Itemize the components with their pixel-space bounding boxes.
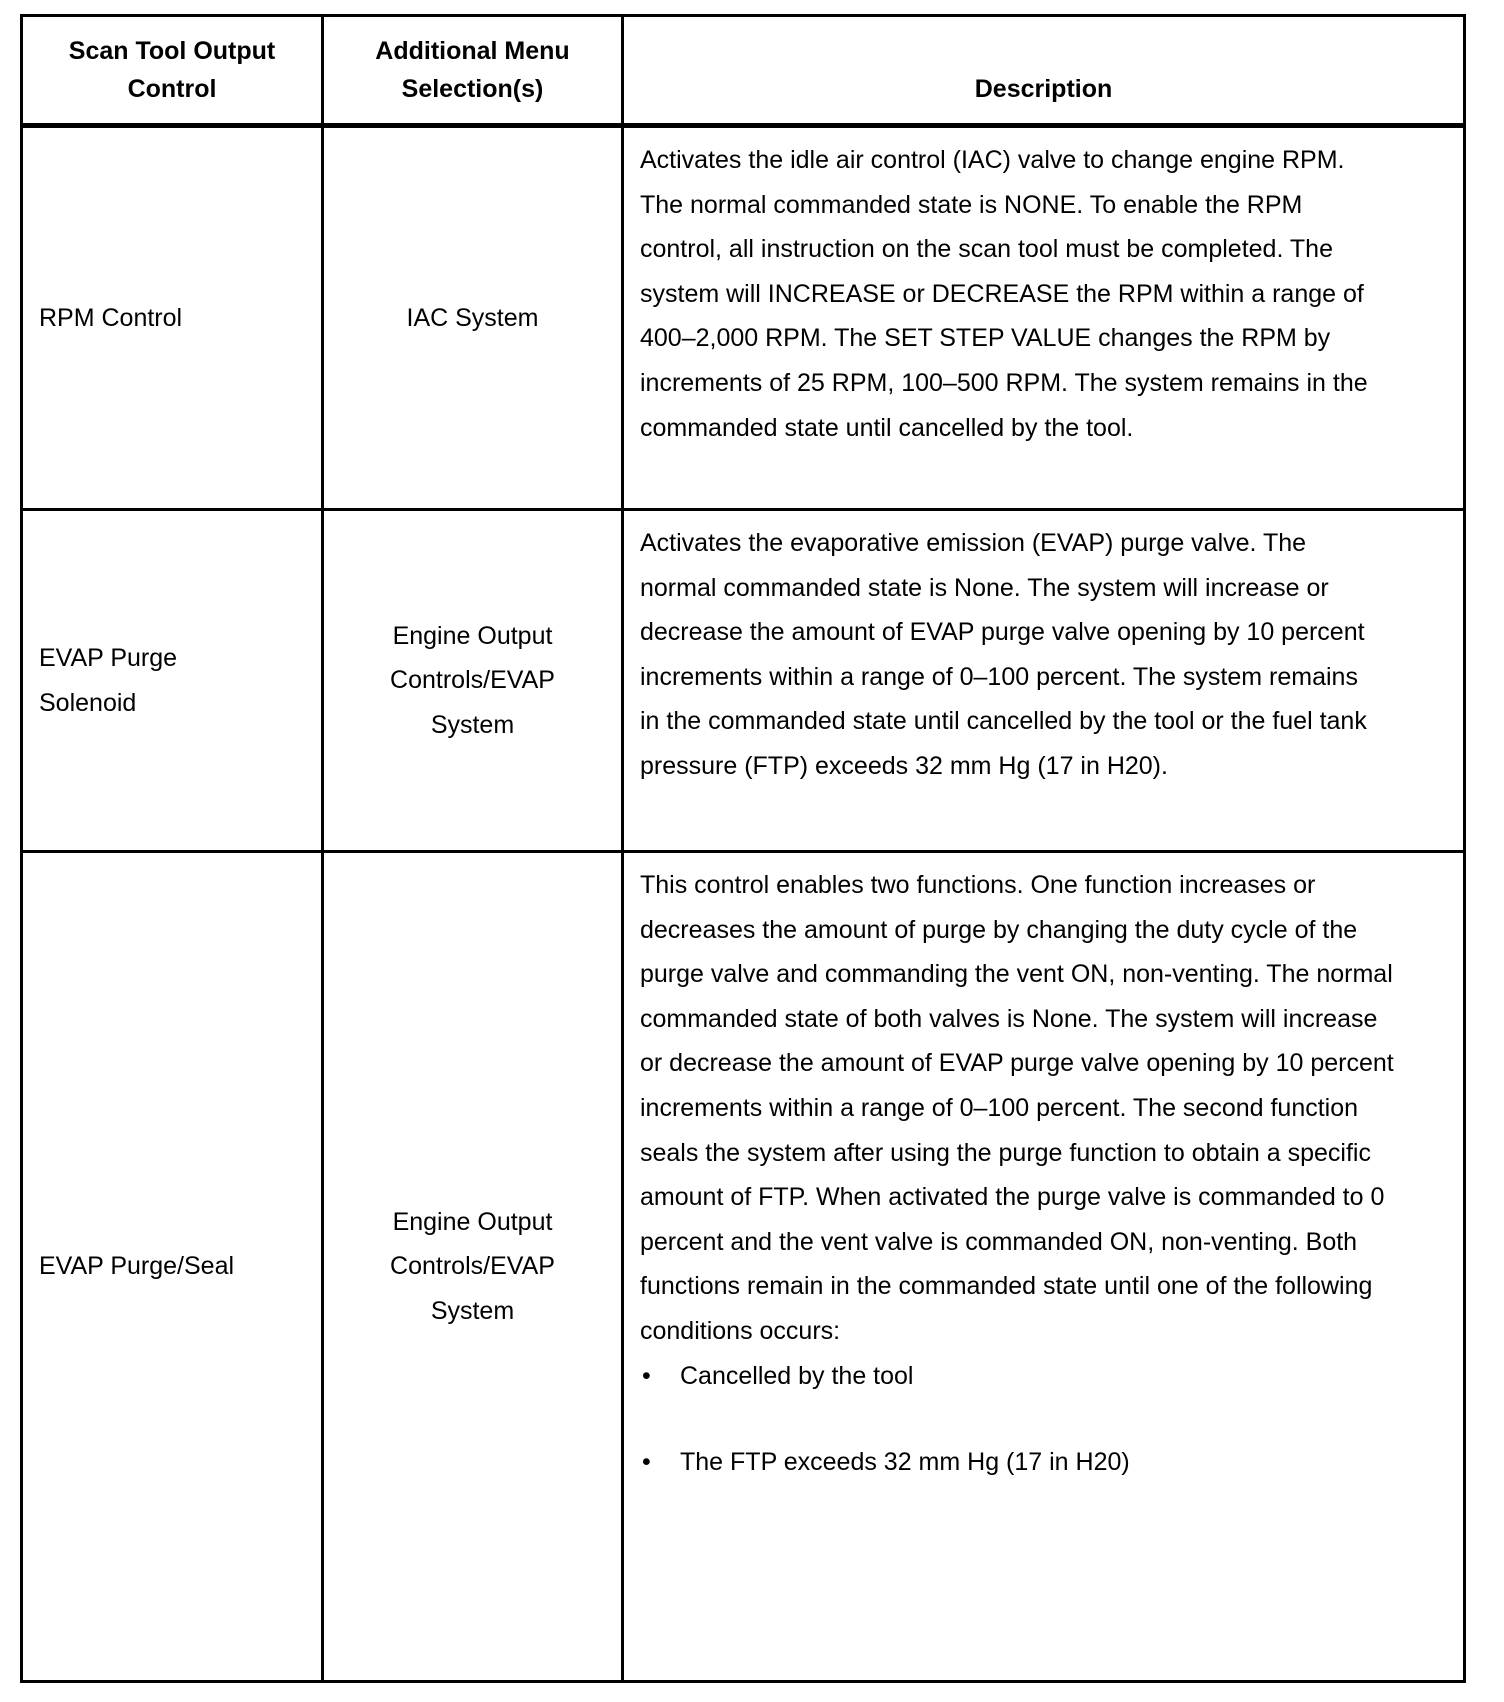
table-cell-menu: Engine Output Controls/EVAP System [390, 1207, 555, 1325]
header-description: Description [974, 75, 1113, 103]
bullet-icon: • [642, 1448, 651, 1477]
table-cell-control: EVAP Purge/Seal [39, 1252, 235, 1281]
header-line: Selection(s) [401, 75, 544, 103]
description-text: This control enables two functions. One function increases or decreases the amount of purge by changing the duty cycle of the purge valve and commanding the vent ON, non-venting. The normal commanded state of both valves is None. The system will increase or decrease the amount of EVAP purge valve opening by 10 percent increments within a range of 0–100 percent. The second function seals the system after using the purge function to obtain a specific amount of FTP. When activated the purge valve is commanded to 0 percent and the vent valve is commanded ON, non-venting. Both functions remain in the commanded state until one of the following conditions occurs: [640, 871, 1394, 1345]
table-cell-description [624, 863, 1404, 1680]
list-item: • The FTP exceeds 32 mm Hg (17 in H20) [640, 1440, 1394, 1485]
list-item: • Cancelled by the tool [640, 1354, 1394, 1399]
table-cell-description: Activates the evaporative emission (EVAP) purge valve. The normal commanded state is None. The system will increase or decrease the amount of EVAP purge valve opening by 10 percent increments within a range of 0–100 percent. The system remains in the commanded state until cancelled by the tool or the fuel tank pressure (FTP) exceeds 32 mm Hg (17 in H20). [640, 529, 1367, 780]
row-divider [23, 508, 1463, 511]
header-additional-menu-selections [324, 17, 621, 123]
table-cell-menu: IAC System [406, 303, 539, 332]
header-scan-tool-output-control [23, 17, 321, 123]
table-cell-control: RPM Control [39, 303, 183, 332]
header-line: Scan Tool Output [68, 37, 276, 65]
header-line: Control [127, 75, 217, 103]
condition-list [640, 1354, 1394, 1485]
table-cell-description: Activates the idle air control (IAC) valve to change engine RPM. The normal commanded state is NONE. To enable the RPM control, all instruction on the scan tool must be completed. The system will INCREASE or DECREASE the RPM within a range of 400–2,000 RPM. The SET STEP VALUE changes the RPM by increments of 25 RPM, 100–500 RPM. The system remains in the commanded state until cancelled by the tool. [640, 146, 1368, 442]
table-cell-menu: Engine Output Controls/EVAP System [390, 621, 555, 739]
bullet-icon: • [642, 1361, 651, 1390]
scan-tool-output-control-table [20, 14, 1466, 1683]
header-line: Additional Menu [375, 37, 570, 65]
table-cell-control: EVAP Purge Solenoid [39, 643, 178, 717]
